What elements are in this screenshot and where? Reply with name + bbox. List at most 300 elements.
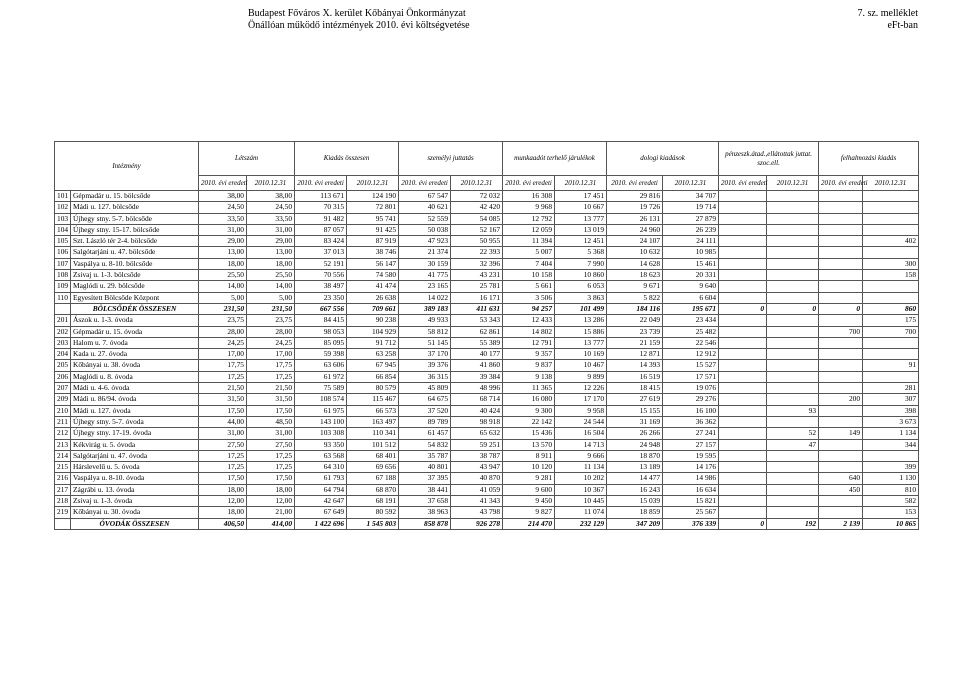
- row-value-cell: 17,50: [199, 473, 247, 484]
- table-row: [55, 315, 919, 326]
- row-value-cell: [719, 462, 767, 473]
- row-value-cell: [719, 394, 767, 405]
- row-institution-name: Zágrábi u. 13. óvoda: [71, 484, 199, 495]
- row-value-cell: [767, 315, 819, 326]
- row-value-cell: 1 130: [863, 473, 919, 484]
- row-value-cell: 67 649: [295, 507, 347, 518]
- row-value-cell: 184 116: [607, 303, 663, 314]
- row-value-cell: 32 396: [451, 258, 503, 269]
- row-code: 213: [55, 439, 71, 450]
- table-row: [55, 236, 919, 247]
- row-value-cell: 3 506: [503, 292, 555, 303]
- row-code: 106: [55, 247, 71, 258]
- row-code: 215: [55, 462, 71, 473]
- row-value-cell: [819, 292, 863, 303]
- row-value-cell: 12 226: [555, 383, 607, 394]
- row-value-cell: 17,25: [247, 462, 295, 473]
- row-value-cell: 21,50: [247, 383, 295, 394]
- row-value-cell: 402: [863, 236, 919, 247]
- doc-subtitle: Önállóan működő intézmények 2010. évi költségvetése: [248, 20, 470, 31]
- row-value-cell: [863, 349, 919, 360]
- row-value-cell: 5 007: [503, 247, 555, 258]
- row-code: 104: [55, 224, 71, 235]
- row-value-cell: 52 191: [295, 258, 347, 269]
- row-value-cell: [767, 337, 819, 348]
- row-value-cell: 10 632: [607, 247, 663, 258]
- row-code: 107: [55, 258, 71, 269]
- col-date: 2010.12.31: [767, 176, 819, 191]
- row-value-cell: 13,00: [199, 247, 247, 258]
- row-value-cell: 231,50: [199, 303, 247, 314]
- row-value-cell: 69 656: [347, 462, 399, 473]
- row-value-cell: 37 520: [399, 405, 451, 416]
- row-value-cell: 640: [819, 473, 863, 484]
- row-value-cell: [819, 337, 863, 348]
- row-value-cell: 29 816: [607, 191, 663, 202]
- row-code: 209: [55, 394, 71, 405]
- row-value-cell: 40 801: [399, 462, 451, 473]
- row-value-cell: 38 787: [451, 450, 503, 461]
- row-value-cell: 98 918: [451, 416, 503, 427]
- row-value-cell: 27 619: [607, 394, 663, 405]
- row-value-cell: 9 640: [663, 281, 719, 292]
- row-value-cell: 64 675: [399, 394, 451, 405]
- row-value-cell: 12 451: [555, 236, 607, 247]
- table-row: [55, 326, 919, 337]
- row-value-cell: 27,50: [199, 439, 247, 450]
- row-value-cell: [767, 213, 819, 224]
- row-value-cell: [819, 349, 863, 360]
- row-value-cell: 24,50: [199, 202, 247, 213]
- row-value-cell: 18,00: [199, 507, 247, 518]
- row-value-cell: 143 100: [295, 416, 347, 427]
- col-date: 2010.12.31: [555, 176, 607, 191]
- table-row: [55, 202, 919, 213]
- row-value-cell: 24,25: [199, 337, 247, 348]
- row-value-cell: 17 170: [555, 394, 607, 405]
- row-value-cell: [767, 507, 819, 518]
- row-value-cell: [767, 371, 819, 382]
- row-value-cell: 31,00: [199, 224, 247, 235]
- row-value-cell: 33,50: [199, 213, 247, 224]
- row-value-cell: 37 395: [399, 473, 451, 484]
- row-value-cell: 347 209: [607, 518, 663, 529]
- row-code: 205: [55, 360, 71, 371]
- row-value-cell: [863, 191, 919, 202]
- row-value-cell: 12 791: [503, 337, 555, 348]
- row-value-cell: 149: [819, 428, 863, 439]
- row-value-cell: 61 793: [295, 473, 347, 484]
- row-value-cell: 15 527: [663, 360, 719, 371]
- table-row: [55, 439, 919, 450]
- row-value-cell: 49 933: [399, 315, 451, 326]
- row-value-cell: 26 239: [663, 224, 719, 235]
- row-value-cell: 25 567: [663, 507, 719, 518]
- col-orig: 2010. évi eredeti: [199, 176, 247, 191]
- row-institution-name: Kőbányai u. 30. óvoda: [71, 507, 199, 518]
- row-value-cell: 113 671: [295, 191, 347, 202]
- row-value-cell: 582: [863, 496, 919, 507]
- row-value-cell: 40 870: [451, 473, 503, 484]
- row-value-cell: 2 139: [819, 518, 863, 529]
- row-code: 210: [55, 405, 71, 416]
- row-value-cell: 23 165: [399, 281, 451, 292]
- row-value-cell: 9 968: [503, 202, 555, 213]
- row-code: 102: [55, 202, 71, 213]
- row-value-cell: [719, 349, 767, 360]
- row-value-cell: 810: [863, 484, 919, 495]
- col-group-transfers: pénzeszk.átad.,ellátottak juttat. szoc.ell.: [719, 142, 819, 176]
- row-value-cell: [719, 191, 767, 202]
- row-value-cell: 27 879: [663, 213, 719, 224]
- row-value-cell: 18,00: [199, 258, 247, 269]
- table-summary-row: [55, 303, 919, 314]
- row-value-cell: 31,00: [247, 428, 295, 439]
- table-row: [55, 281, 919, 292]
- row-code: 217: [55, 484, 71, 495]
- row-value-cell: 8 911: [503, 450, 555, 461]
- row-value-cell: 18,00: [247, 258, 295, 269]
- table-summary-row: [55, 518, 919, 529]
- row-value-cell: [719, 292, 767, 303]
- row-value-cell: 11 394: [503, 236, 555, 247]
- row-value-cell: 25,50: [199, 270, 247, 281]
- row-value-cell: 54 832: [399, 439, 451, 450]
- table-row: [55, 450, 919, 461]
- row-value-cell: 12 059: [503, 224, 555, 235]
- row-value-cell: 9 300: [503, 405, 555, 416]
- row-value-cell: 5 822: [607, 292, 663, 303]
- row-value-cell: 17,75: [199, 360, 247, 371]
- row-value-cell: 36 315: [399, 371, 451, 382]
- row-value-cell: 23 350: [295, 292, 347, 303]
- row-code: 101: [55, 191, 71, 202]
- table-row: [55, 383, 919, 394]
- row-value-cell: 41 474: [347, 281, 399, 292]
- row-value-cell: 10 169: [555, 349, 607, 360]
- row-value-cell: 37 170: [399, 349, 451, 360]
- row-value-cell: 67 188: [347, 473, 399, 484]
- row-value-cell: 63 606: [295, 360, 347, 371]
- row-value-cell: [819, 507, 863, 518]
- row-value-cell: 10 120: [503, 462, 555, 473]
- row-value-cell: 24 111: [663, 236, 719, 247]
- row-value-cell: 37 658: [399, 496, 451, 507]
- row-value-cell: 15 436: [503, 428, 555, 439]
- row-value-cell: 17,25: [199, 371, 247, 382]
- row-value-cell: 858 878: [399, 518, 451, 529]
- row-value-cell: 23,75: [247, 315, 295, 326]
- row-value-cell: 41 775: [399, 270, 451, 281]
- row-value-cell: 70 556: [295, 270, 347, 281]
- row-value-cell: 11 134: [555, 462, 607, 473]
- col-date: 2010.12.31: [247, 176, 295, 191]
- row-value-cell: 93 350: [295, 439, 347, 450]
- table-row: [55, 462, 919, 473]
- row-value-cell: [719, 337, 767, 348]
- row-value-cell: 64 310: [295, 462, 347, 473]
- row-value-cell: 232 129: [555, 518, 607, 529]
- row-value-cell: 17,25: [247, 450, 295, 461]
- row-value-cell: 30 159: [399, 258, 451, 269]
- row-value-cell: 40 177: [451, 349, 503, 360]
- row-value-cell: [819, 360, 863, 371]
- row-value-cell: [819, 416, 863, 427]
- row-value-cell: 31,00: [247, 224, 295, 235]
- row-value-cell: 14 986: [663, 473, 719, 484]
- table-row: [55, 224, 919, 235]
- row-value-cell: 17 451: [555, 191, 607, 202]
- row-value-cell: [719, 202, 767, 213]
- row-institution-name: Mádi u. 127. bölcsőde: [71, 202, 199, 213]
- row-value-cell: [767, 484, 819, 495]
- row-value-cell: 101 499: [555, 303, 607, 314]
- row-value-cell: 9 671: [607, 281, 663, 292]
- row-value-cell: 72 801: [347, 202, 399, 213]
- row-value-cell: 24 544: [555, 416, 607, 427]
- row-value-cell: 19 726: [607, 202, 663, 213]
- row-value-cell: 61 975: [295, 405, 347, 416]
- col-group-total: Kiadás összesen: [295, 142, 399, 176]
- row-value-cell: 12 871: [607, 349, 663, 360]
- row-value-cell: [767, 416, 819, 427]
- row-value-cell: 25 781: [451, 281, 503, 292]
- row-value-cell: 40 424: [451, 405, 503, 416]
- row-value-cell: 93: [767, 405, 819, 416]
- table-row: [55, 405, 919, 416]
- row-value-cell: 300: [863, 258, 919, 269]
- row-institution-name: Ászok u. 1-3. óvoda: [71, 315, 199, 326]
- row-value-cell: 70 315: [295, 202, 347, 213]
- row-value-cell: 5,00: [199, 292, 247, 303]
- row-value-cell: [819, 191, 863, 202]
- row-value-cell: 37 013: [295, 247, 347, 258]
- row-value-cell: [719, 383, 767, 394]
- row-value-cell: [719, 450, 767, 461]
- row-value-cell: 31,50: [247, 394, 295, 405]
- row-value-cell: 195 671: [663, 303, 719, 314]
- row-value-cell: 101 512: [347, 439, 399, 450]
- row-value-cell: 10 467: [555, 360, 607, 371]
- row-value-cell: 89 789: [399, 416, 451, 427]
- row-value-cell: 80 579: [347, 383, 399, 394]
- row-value-cell: 3 673: [863, 416, 919, 427]
- row-value-cell: 55 389: [451, 337, 503, 348]
- row-value-cell: [819, 281, 863, 292]
- row-value-cell: 9 827: [503, 507, 555, 518]
- row-value-cell: 27,50: [247, 439, 295, 450]
- row-value-cell: 13 570: [503, 439, 555, 450]
- row-value-cell: 21,00: [247, 507, 295, 518]
- row-value-cell: 19 076: [663, 383, 719, 394]
- row-code: 212: [55, 428, 71, 439]
- row-value-cell: [819, 383, 863, 394]
- table-row: [55, 371, 919, 382]
- row-value-cell: 41 860: [451, 360, 503, 371]
- row-value-cell: [819, 405, 863, 416]
- row-value-cell: [767, 236, 819, 247]
- row-value-cell: [767, 383, 819, 394]
- row-value-cell: 14 022: [399, 292, 451, 303]
- row-value-cell: 15 821: [663, 496, 719, 507]
- row-value-cell: 9 600: [503, 484, 555, 495]
- row-value-cell: 21,50: [199, 383, 247, 394]
- row-value-cell: 67 547: [399, 191, 451, 202]
- row-value-cell: 1 545 803: [347, 518, 399, 529]
- col-group-capex: felhalmozási kiadás: [819, 142, 919, 176]
- row-value-cell: 66 573: [347, 405, 399, 416]
- col-group-contributions: munkaadót terhelő járulékok: [503, 142, 607, 176]
- row-value-cell: [767, 394, 819, 405]
- row-value-cell: [767, 270, 819, 281]
- row-value-cell: 406,50: [199, 518, 247, 529]
- row-value-cell: 17,00: [199, 349, 247, 360]
- row-value-cell: 163 497: [347, 416, 399, 427]
- row-value-cell: 5 661: [503, 281, 555, 292]
- row-value-cell: 64 794: [295, 484, 347, 495]
- row-value-cell: 38 963: [399, 507, 451, 518]
- row-value-cell: 7 990: [555, 258, 607, 269]
- row-institution-name: Mádi u. 127. óvoda: [71, 405, 199, 416]
- row-institution-name: Újhegy stny. 5-7. bölcsőde: [71, 213, 199, 224]
- row-value-cell: 15 886: [555, 326, 607, 337]
- row-value-cell: [863, 247, 919, 258]
- row-value-cell: 17,75: [247, 360, 295, 371]
- row-value-cell: 23 739: [607, 326, 663, 337]
- row-institution-name: Gépmadár u. 15. bölcsőde: [71, 191, 199, 202]
- row-value-cell: [719, 507, 767, 518]
- row-value-cell: 72 032: [451, 191, 503, 202]
- row-value-cell: [719, 428, 767, 439]
- col-institution: Intézmény: [55, 142, 199, 191]
- row-value-cell: 91 482: [295, 213, 347, 224]
- row-value-cell: [863, 292, 919, 303]
- row-value-cell: 38,00: [199, 191, 247, 202]
- row-value-cell: 3 863: [555, 292, 607, 303]
- row-value-cell: 17,25: [247, 371, 295, 382]
- row-value-cell: 50 955: [451, 236, 503, 247]
- row-value-cell: 87 057: [295, 224, 347, 235]
- row-value-cell: 22 142: [503, 416, 555, 427]
- row-value-cell: 0: [719, 518, 767, 529]
- row-value-cell: 13,00: [247, 247, 295, 258]
- row-value-cell: 700: [819, 326, 863, 337]
- row-value-cell: 41 343: [451, 496, 503, 507]
- col-group-personnel: személyi juttatás: [399, 142, 503, 176]
- table-row: [55, 337, 919, 348]
- row-code: 218: [55, 496, 71, 507]
- row-value-cell: 39 384: [451, 371, 503, 382]
- row-institution-name: Újhegy stny. 17-19. óvoda: [71, 428, 199, 439]
- row-value-cell: 14,00: [199, 281, 247, 292]
- row-value-cell: 10 860: [555, 270, 607, 281]
- row-value-cell: 9 958: [555, 405, 607, 416]
- row-value-cell: 48,50: [247, 416, 295, 427]
- row-value-cell: [719, 360, 767, 371]
- row-value-cell: 18 415: [607, 383, 663, 394]
- row-value-cell: 24 107: [607, 236, 663, 247]
- attachment-number: 7. sz. melléklet: [857, 8, 918, 19]
- budget-table: [54, 141, 919, 530]
- row-value-cell: 65 632: [451, 428, 503, 439]
- row-value-cell: 860: [863, 303, 919, 314]
- row-value-cell: 25 482: [663, 326, 719, 337]
- row-value-cell: 281: [863, 383, 919, 394]
- row-value-cell: 95 741: [347, 213, 399, 224]
- row-value-cell: [863, 371, 919, 382]
- row-value-cell: 153: [863, 507, 919, 518]
- table-row: [55, 349, 919, 360]
- row-value-cell: 17,25: [199, 462, 247, 473]
- row-value-cell: [819, 270, 863, 281]
- row-value-cell: 0: [819, 303, 863, 314]
- currency-unit: eFt-ban: [887, 20, 918, 31]
- row-value-cell: 13 019: [555, 224, 607, 235]
- row-institution-name: Vaspálya u. 8-10. bölcsőde: [71, 258, 199, 269]
- row-value-cell: 398: [863, 405, 919, 416]
- row-value-cell: [819, 202, 863, 213]
- row-value-cell: 22 546: [663, 337, 719, 348]
- row-value-cell: 24 948: [607, 439, 663, 450]
- row-value-cell: 16 504: [555, 428, 607, 439]
- row-value-cell: 0: [767, 303, 819, 314]
- row-value-cell: [719, 236, 767, 247]
- row-value-cell: [819, 247, 863, 258]
- row-value-cell: 45 809: [399, 383, 451, 394]
- row-value-cell: 85 095: [295, 337, 347, 348]
- row-value-cell: 13 777: [555, 213, 607, 224]
- row-value-cell: [819, 462, 863, 473]
- row-value-cell: 14 802: [503, 326, 555, 337]
- row-value-cell: [719, 247, 767, 258]
- row-value-cell: 28,00: [247, 326, 295, 337]
- row-code: 103: [55, 213, 71, 224]
- row-value-cell: 51 145: [399, 337, 451, 348]
- row-value-cell: 43 947: [451, 462, 503, 473]
- row-value-cell: 24,25: [247, 337, 295, 348]
- row-value-cell: [863, 450, 919, 461]
- row-value-cell: 27 241: [663, 428, 719, 439]
- row-code: 201: [55, 315, 71, 326]
- row-value-cell: [767, 450, 819, 461]
- row-value-cell: 29 276: [663, 394, 719, 405]
- row-value-cell: [819, 450, 863, 461]
- row-code: 105: [55, 236, 71, 247]
- row-value-cell: 31,00: [199, 428, 247, 439]
- row-value-cell: [863, 337, 919, 348]
- col-group-headcount: Létszám: [199, 142, 295, 176]
- row-value-cell: 80 592: [347, 507, 399, 518]
- row-value-cell: 110 341: [347, 428, 399, 439]
- row-value-cell: 67 945: [347, 360, 399, 371]
- row-institution-name: Egyesített Bölcsőde Központ: [71, 292, 199, 303]
- row-value-cell: [819, 224, 863, 235]
- row-value-cell: 12 912: [663, 349, 719, 360]
- row-value-cell: 12 792: [503, 213, 555, 224]
- row-value-cell: 115 467: [347, 394, 399, 405]
- row-value-cell: 38,00: [247, 191, 295, 202]
- row-value-cell: 14 713: [555, 439, 607, 450]
- row-value-cell: 158: [863, 270, 919, 281]
- row-value-cell: 5 368: [555, 247, 607, 258]
- row-value-cell: 50 038: [399, 224, 451, 235]
- row-value-cell: 43 231: [451, 270, 503, 281]
- row-value-cell: 10 445: [555, 496, 607, 507]
- row-value-cell: 56 147: [347, 258, 399, 269]
- row-value-cell: 15 461: [663, 258, 719, 269]
- col-orig: 2010. évi eredeti: [399, 176, 451, 191]
- row-value-cell: 68 191: [347, 496, 399, 507]
